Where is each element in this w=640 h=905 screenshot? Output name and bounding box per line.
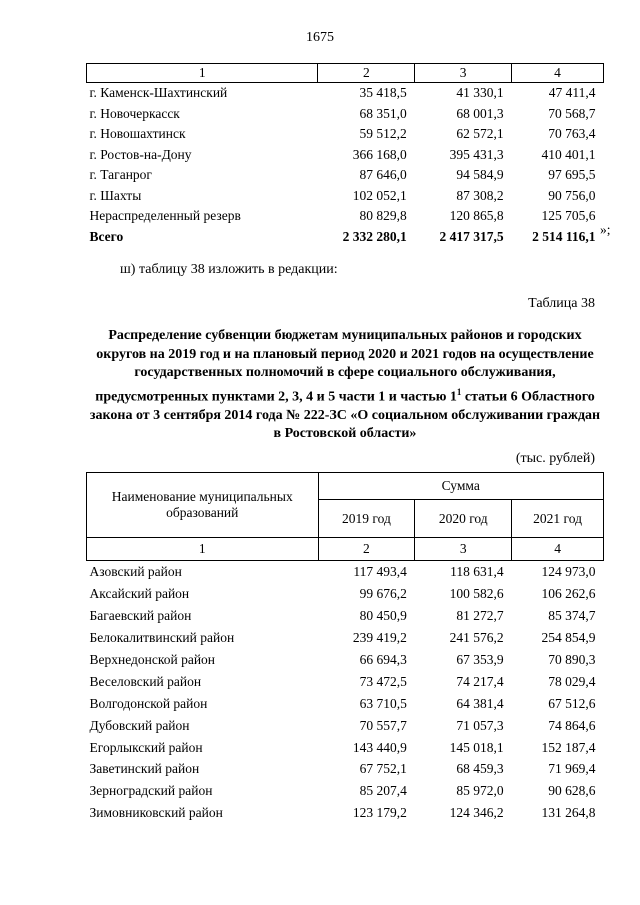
total-amount: 2 514 116,1 bbox=[532, 228, 596, 244]
amount-cell: 90 628,6 bbox=[548, 783, 596, 799]
table-row bbox=[87, 758, 604, 780]
municipality-name: г. Каменск-Шахтинский bbox=[89, 85, 228, 101]
amount-cell: 99 676,2 bbox=[359, 586, 407, 602]
municipality-name: Белокалитвинский район bbox=[89, 630, 235, 646]
amount-cell: 125 705,6 bbox=[541, 208, 596, 224]
amount-cell: 87 308,2 bbox=[456, 187, 504, 203]
table-row bbox=[87, 165, 604, 186]
amount-cell: 90 756,0 bbox=[548, 187, 596, 203]
col-header-sum: Сумма bbox=[318, 473, 603, 500]
amount-cell: 100 582,6 bbox=[449, 586, 504, 602]
municipality-name: Верхнедонской район bbox=[89, 652, 216, 667]
municipality-name: Азовский район bbox=[89, 564, 182, 580]
amount-cell: 254 854,9 bbox=[541, 630, 596, 646]
municipality-name: Аксайский район bbox=[89, 586, 190, 602]
amount-cell: 47 411,4 bbox=[548, 85, 596, 101]
table-row bbox=[87, 83, 604, 104]
col-header-year: 2020 год bbox=[415, 500, 512, 538]
amount-cell: 102 052,1 bbox=[352, 187, 407, 203]
municipality-name: Дубовский район bbox=[89, 717, 190, 733]
table-header-row bbox=[87, 64, 604, 83]
amount-cell: 73 472,5 bbox=[359, 673, 407, 689]
municipality-name: Зимовниковский район bbox=[89, 805, 223, 821]
amount-cell: 64 381,4 bbox=[456, 695, 504, 711]
col-header-year: 2019 год bbox=[318, 500, 415, 538]
units-label: (тыс. рублей) bbox=[515, 451, 595, 466]
amount-cell: 70 763,4 bbox=[548, 126, 596, 142]
municipality-name: Зерноградский район bbox=[89, 783, 213, 799]
amount-cell: 80 829,8 bbox=[359, 208, 407, 224]
column-index: 4 bbox=[512, 538, 604, 561]
amount-cell: 85 207,4 bbox=[359, 783, 407, 799]
table-row bbox=[87, 124, 604, 145]
amendment-text: ш) таблицу 38 изложить в редакции: bbox=[120, 262, 338, 277]
amount-cell: 63 710,5 bbox=[359, 695, 407, 711]
municipality-name: г. Таганрог bbox=[89, 167, 152, 183]
amount-cell: 59 512,2 bbox=[359, 126, 407, 142]
table-row bbox=[87, 692, 604, 714]
amount-cell: 118 631,4 bbox=[450, 564, 504, 580]
closing-quote: »; bbox=[600, 222, 611, 237]
table-row bbox=[87, 145, 604, 166]
table-row bbox=[87, 802, 604, 824]
column-index-row bbox=[87, 538, 604, 561]
table-row bbox=[87, 583, 604, 605]
column-index: 3 bbox=[415, 64, 512, 83]
column-index: 1 bbox=[87, 538, 319, 561]
amount-cell: 131 264,8 bbox=[541, 805, 596, 821]
municipality-name: г. Новошахтинск bbox=[89, 126, 186, 142]
amount-cell: 74 864,6 bbox=[548, 717, 596, 733]
amount-cell: 68 001,3 bbox=[456, 105, 504, 121]
amount-cell: 152 187,4 bbox=[541, 739, 596, 755]
total-amount: 2 417 317,5 bbox=[439, 228, 504, 244]
col-header-year: 2021 год bbox=[512, 500, 604, 538]
amount-cell: 41 330,1 bbox=[456, 85, 504, 101]
amount-cell: 70 568,7 bbox=[548, 105, 596, 121]
municipality-name: Багаевский район bbox=[89, 608, 192, 624]
page-number: 1675 bbox=[306, 30, 334, 45]
table-row bbox=[87, 736, 604, 758]
amount-cell: 81 272,7 bbox=[456, 608, 504, 624]
amount-cell: 68 351,0 bbox=[359, 105, 407, 121]
column-index: 1 bbox=[87, 64, 318, 83]
table-row bbox=[87, 104, 604, 125]
amount-cell: 395 431,3 bbox=[449, 146, 504, 162]
title-superscript: 1 bbox=[456, 386, 462, 397]
table-row bbox=[87, 649, 604, 671]
municipality-name: Егорлыкский район bbox=[89, 739, 203, 755]
amount-cell: 80 450,9 bbox=[359, 608, 407, 624]
column-index: 2 bbox=[318, 64, 415, 83]
amount-cell: 71 969,4 bbox=[548, 761, 596, 777]
amount-cell: 35 418,5 bbox=[359, 85, 407, 101]
col-header-name: Наименование муниципальных образований bbox=[87, 473, 319, 538]
amount-cell: 66 694,3 bbox=[359, 652, 407, 667]
municipality-name: г. Ростов-на-Дону bbox=[89, 146, 192, 162]
amount-cell: 68 459,3 bbox=[456, 761, 504, 777]
amount-cell: 124 973,0 bbox=[541, 564, 596, 580]
amount-cell: 145 018,1 bbox=[449, 739, 504, 755]
column-index: 4 bbox=[512, 64, 604, 83]
amount-cell: 70 890,3 bbox=[548, 652, 596, 667]
table-title-main: Распределение субвенции бюджетам муниципальных районов и городских округов на 2019 год и на плановый период 2020 и 2021 годов на осуществление государственных полномочий в сфере социального обслуживания, предусмотренных пунктами 2, 3, 4 и 5 части 1 и частью 1 bbox=[95, 328, 594, 405]
table-row bbox=[87, 561, 604, 583]
municipality-name: Волгодонской район bbox=[89, 695, 208, 711]
column-index: 2 bbox=[318, 538, 415, 561]
amount-cell: 71 057,3 bbox=[456, 717, 504, 733]
total-amount: 2 332 280,1 bbox=[342, 228, 407, 244]
subvention-table bbox=[86, 472, 604, 824]
amount-cell: 94 584,9 bbox=[456, 167, 504, 183]
municipality-name: г. Новочеркасск bbox=[89, 105, 180, 121]
amount-cell: 106 262,6 bbox=[541, 586, 596, 602]
amount-cell: 67 512,6 bbox=[548, 695, 596, 711]
table-row bbox=[87, 780, 604, 802]
amount-cell: 67 752,1 bbox=[359, 761, 407, 777]
amount-cell: 143 440,9 bbox=[352, 739, 407, 755]
municipality-name: Заветинский район bbox=[89, 761, 200, 777]
amount-cell: 117 493,4 bbox=[353, 564, 407, 580]
amount-cell: 239 419,2 bbox=[352, 630, 407, 646]
table-label: Таблица 38 bbox=[528, 296, 595, 311]
table-row bbox=[87, 206, 604, 227]
table-row bbox=[87, 186, 604, 207]
amount-cell: 85 972,0 bbox=[456, 783, 504, 799]
table-row bbox=[87, 714, 604, 736]
total-label: Всего bbox=[89, 228, 124, 244]
amount-cell: 85 374,7 bbox=[548, 608, 596, 624]
table-row bbox=[87, 670, 604, 692]
amount-cell: 78 029,4 bbox=[548, 673, 596, 689]
amount-cell: 366 168,0 bbox=[352, 146, 407, 162]
amount-cell: 241 576,2 bbox=[449, 630, 504, 646]
table-row bbox=[87, 627, 604, 649]
amount-cell: 120 865,8 bbox=[449, 208, 504, 224]
amount-cell: 124 346,2 bbox=[449, 805, 504, 821]
table-row bbox=[87, 605, 604, 627]
amount-cell: 97 695,5 bbox=[548, 167, 596, 183]
municipality-name: г. Шахты bbox=[89, 187, 142, 203]
municipality-name: Веселовский район bbox=[89, 673, 202, 689]
total-row bbox=[87, 227, 604, 248]
amount-cell: 123 179,2 bbox=[352, 805, 407, 821]
table-title bbox=[86, 327, 604, 444]
amount-cell: 67 353,9 bbox=[456, 652, 504, 667]
amount-cell: 74 217,4 bbox=[456, 673, 504, 689]
amount-cell: 87 646,0 bbox=[359, 167, 407, 183]
column-index: 3 bbox=[415, 538, 512, 561]
amount-cell: 410 401,1 bbox=[541, 146, 596, 162]
amount-cell: 62 572,1 bbox=[456, 126, 504, 142]
continued-table bbox=[86, 63, 604, 247]
municipality-name: Нераспределенный резерв bbox=[89, 208, 241, 224]
table-title-tail: статьи 6 Областного закона от 3 сентября 2014 года № 222-ЗС «О социальном обслуживании граждан в Ростовской области» bbox=[89, 389, 601, 442]
amount-cell: 70 557,7 bbox=[359, 717, 407, 733]
